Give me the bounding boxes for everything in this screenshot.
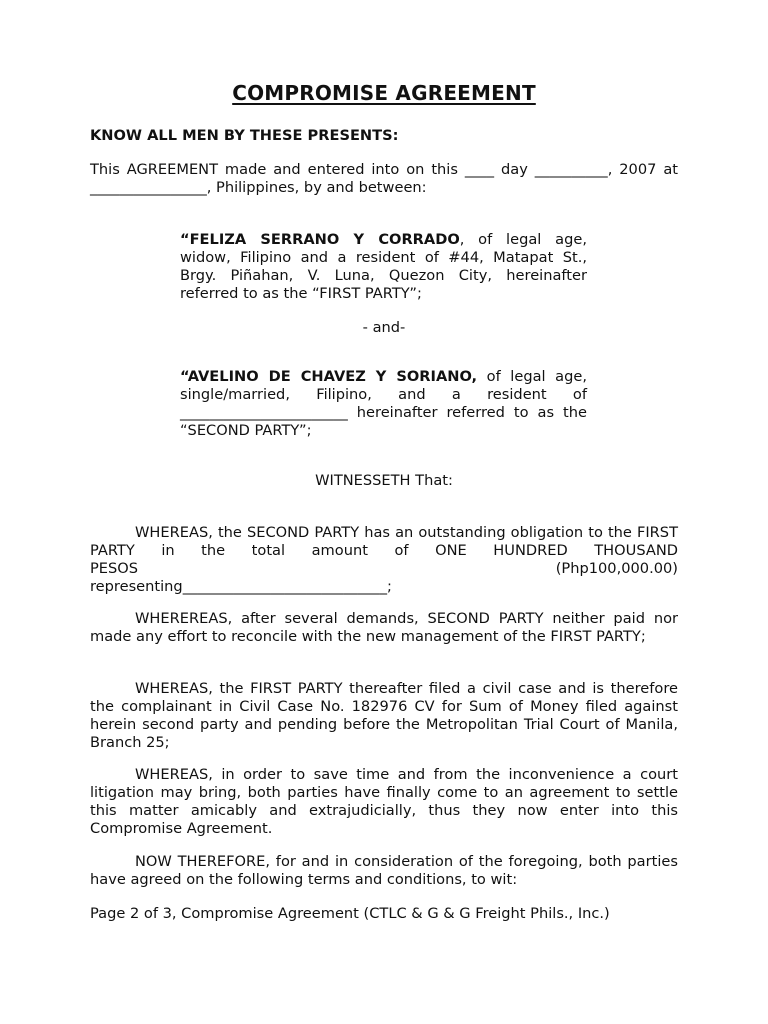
first-party-name: “FELIZA SERRANO Y CORRADO <box>180 231 460 248</box>
page-footer: Page 2 of 3, Compromise Agreement (CTLC & G & G Freight Phils., Inc.) <box>90 905 610 922</box>
whereas-paragraph-3: WHEREAS, the FIRST PARTY thereafter filed a civil case and is therefore the complainant in Civil Case No. 182976 CV for Sum of Money filed against herein second party and pending before the Metropolitan Trial Court of Manila, Branch 25; <box>90 680 678 751</box>
whereas-1-pesos-line <box>90 560 678 578</box>
whereas-1-lines: WHEREAS, the SECOND PARTY has an outstanding obligation to the FIRST PARTY in the total amount of ONE HUNDRED THOUSAND <box>90 524 678 559</box>
opening-statement: KNOW ALL MEN BY THESE PRESENTS: <box>90 127 399 144</box>
witnesseth-heading: WITNESSETH That: <box>315 472 453 489</box>
intro-paragraph: This AGREEMENT made and entered into on this ____ day __________, 2007 at ________________, Philippines, by and between: <box>90 161 678 196</box>
whereas-1-pesos-amount: (Php100,000.00) <box>555 560 678 577</box>
and-separator: - and- <box>362 319 406 336</box>
whereas-paragraph-1 <box>90 524 678 596</box>
now-therefore-paragraph: NOW THEREFORE, for and in consideration of the foregoing, both parties have agreed on the following terms and conditions, to wit: <box>90 853 678 888</box>
first-party-details: , of legal age, widow, Filipino and a resident of #44, Matapat St., Brgy. Piñahan, V. Luna, Quezon City, hereinafter referred to as the “FIRST PARTY”; <box>180 231 587 302</box>
whereas-1-pesos-word: PESOS <box>90 560 139 577</box>
second-party-details: of legal age, single/married, Filipino, and a resident of _______________________ hereinafter referred to as the “SECOND PARTY”; <box>180 368 587 439</box>
document-title: COMPROMISE AGREEMENT <box>232 81 536 105</box>
second-party-name: “AVELINO DE CHAVEZ Y SORIANO, <box>180 368 478 385</box>
first-party-paragraph <box>180 231 587 303</box>
second-party-paragraph <box>180 368 587 440</box>
whereas-paragraph-4: WHEREAS, in order to save time and from the inconvenience a court litigation may bring, both parties have finally come to an agreement to settle this matter amicably and extrajudicially, thus they now enter into this Compromise Agreement. <box>90 766 678 837</box>
whereas-1-representing: representing____________________________; <box>90 578 392 595</box>
whereas-paragraph-2: WHEREREAS, after several demands, SECOND PARTY neither paid nor made any effort to reconcile with the new management of the FIRST PARTY; <box>90 610 678 645</box>
